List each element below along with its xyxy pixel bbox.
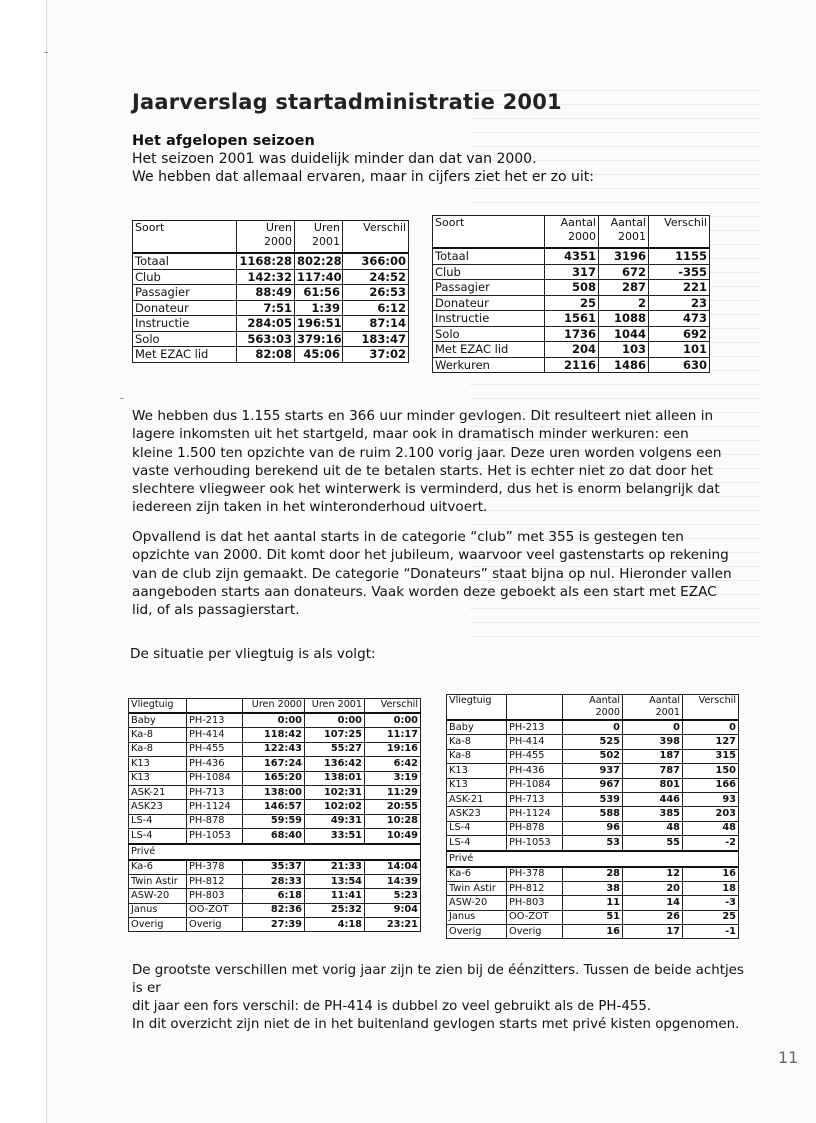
intro-text — [132, 150, 692, 186]
table-cell-value: 103 — [599, 342, 649, 358]
table-cell-value: 0:00 — [243, 713, 305, 728]
table-cell-label: OO-ZOT — [507, 910, 563, 924]
table-cell-label: Passagier — [133, 285, 237, 301]
table-row — [447, 836, 739, 851]
table-cell-value: 508 — [545, 280, 599, 296]
table-cell-value: 146:57 — [243, 800, 305, 814]
table-cell-label: Ka-8 — [447, 749, 507, 763]
table-cell-label: PH-1053 — [187, 829, 243, 844]
intro-line: Het seizoen 2001 was duidelijk minder dan dat van 2000. — [132, 151, 537, 167]
closing-text — [132, 962, 752, 1034]
table-cell-label: Twin Astir — [447, 881, 507, 895]
table-row — [433, 280, 710, 296]
table-cell-value: 801 — [623, 778, 683, 792]
page-number: 11 — [778, 1048, 799, 1067]
table-cell-value: 82:36 — [243, 903, 305, 917]
table-cell-label: LS-4 — [129, 814, 187, 828]
table-cell-label: Ka-6 — [447, 867, 507, 882]
table-row — [433, 357, 710, 373]
table-cell-value: 446 — [623, 792, 683, 806]
table-cell-label: K13 — [129, 757, 187, 771]
table-header-row — [133, 221, 409, 254]
table-cell-value: 21:33 — [305, 860, 365, 875]
table-cell-label: Janus — [447, 910, 507, 924]
table-cell-label: K13 — [129, 771, 187, 785]
table-cell-label: PH-378 — [187, 860, 243, 875]
table-cell-value: 6:12 — [343, 300, 409, 316]
table-cell-label: Werkuren — [433, 357, 545, 373]
table-row — [433, 264, 710, 280]
table-cell-value: 87:14 — [343, 316, 409, 332]
table-cell-value: 37:02 — [343, 347, 409, 363]
table-cell-label: PH-878 — [507, 821, 563, 835]
table-cell-label: Ka-6 — [129, 860, 187, 875]
table-cell-value: 167:24 — [243, 757, 305, 771]
table-cell-value: 93 — [683, 792, 739, 806]
table-cell-label: PH-213 — [507, 720, 563, 735]
table-cell-value: 45:06 — [295, 347, 343, 363]
column-header: Vliegtuig — [129, 699, 187, 714]
paragraph: We hebben dus 1.155 starts en 366 uur minder gevlogen. Dit resulteert niet alleen in lagere inkomsten uit het startgeld, maar ook in dramatisch minder werkuren: een kleine 1.500 ten opzichte van de ruim 2.100 vorig jaar. Deze uren worden volgens een vaste verhouding berekend uit de te betalen starts. Het is echter niet zo dat door het slechtere vliegweer ook het winterwerk is verminderd, dus het is enorm belangrijk dat iedereen zijn taken in het winteronderhoud uitvoert. — [132, 408, 722, 516]
table-cell-value: 102:02 — [305, 800, 365, 814]
paragraph: Opvallend is dat het aantal starts in de categorie “club” met 355 is gestegen ten opzichte van 2000. Dit komt door het jubileum, waarvoor veel gastenstarts op rekening van de club zijn gemaakt. De categorie “Donateurs” staat bijna op nul. Hieronder vallen aangeboden starts aan donateurs. Vaak worden deze geboekt als een start met EZAC lid, of als passagierstart. — [132, 529, 732, 619]
table-cell-value: 59:59 — [243, 814, 305, 828]
column-header: Verschil — [683, 695, 739, 721]
table-cell-value: 1088 — [599, 311, 649, 327]
table-cell-value: 96 — [563, 821, 623, 835]
column-header: Verschil — [365, 699, 421, 714]
table-cell-value: 525 — [563, 735, 623, 749]
table-cell-label: PH-213 — [187, 713, 243, 728]
table-row — [129, 918, 421, 932]
table-cell-label: PH-1053 — [507, 836, 563, 851]
table-cell-value: 25 — [683, 910, 739, 924]
table-cell-value: 7:51 — [237, 300, 295, 316]
table-vliegtuig-uren — [128, 698, 421, 932]
table-row — [133, 300, 409, 316]
table-row — [133, 285, 409, 301]
table-row — [447, 925, 739, 939]
table-cell-label: Baby — [447, 720, 507, 735]
table-cell-value: 14:39 — [365, 874, 421, 888]
table-cell-value: 221 — [649, 280, 710, 296]
column-header: Uren 2000 — [243, 699, 305, 714]
table-cell-label: PH-455 — [187, 742, 243, 756]
category-row — [129, 844, 421, 860]
table-cell-value: 25 — [545, 295, 599, 311]
table-row — [447, 807, 739, 821]
table-cell-value: 11 — [563, 896, 623, 910]
table-cell-label: PH-455 — [507, 749, 563, 763]
table-row — [447, 735, 739, 749]
table-row — [133, 269, 409, 285]
table-cell-value: 802:28 — [295, 253, 343, 269]
closing-line: dit jaar een fors verschil: de PH-414 is dubbel zo veel gebruikt als de PH-455. — [132, 999, 652, 1014]
table-cell-value: 26 — [623, 910, 683, 924]
table-cell-value: 23:21 — [365, 918, 421, 932]
column-header: Aantal 2001 — [599, 216, 649, 249]
table-cell-value: 12 — [623, 867, 683, 882]
table-cell-value: 937 — [563, 764, 623, 778]
table-row — [129, 771, 421, 785]
table-cell-value: 6:42 — [365, 757, 421, 771]
table-cell-value: 287 — [599, 280, 649, 296]
table-cell-label: Twin Astir — [129, 874, 187, 888]
table-cell-value: 55 — [623, 836, 683, 851]
table-cell-label: ASW-20 — [129, 889, 187, 903]
table-cell-label: Club — [433, 264, 545, 280]
table-cell-value: -355 — [649, 264, 710, 280]
table-row — [433, 295, 710, 311]
table-cell-value: 165:20 — [243, 771, 305, 785]
column-header: Aantal 2000 — [563, 695, 623, 721]
table-row — [447, 778, 739, 792]
table-cell-value: 117:40 — [295, 269, 343, 285]
table-cell-label: Met EZAC lid — [433, 342, 545, 358]
table-cell-value: 19:16 — [365, 742, 421, 756]
table-cell-value: 317 — [545, 264, 599, 280]
table-row — [129, 814, 421, 828]
column-header: Uren 2000 — [237, 221, 295, 254]
table-cell-value: 35:37 — [243, 860, 305, 875]
table-row — [129, 903, 421, 917]
table-cell-label: PH-414 — [507, 735, 563, 749]
table-row — [133, 253, 409, 269]
table-cell-value: 10:28 — [365, 814, 421, 828]
table-cell-label: Solo — [133, 331, 237, 347]
table-cell-value: 2116 — [545, 357, 599, 373]
table-cell-value: 1155 — [649, 248, 710, 264]
table-cell-label: ASK-21 — [447, 792, 507, 806]
table-cell-value: 38 — [563, 881, 623, 895]
closing-line: In dit overzicht zijn niet de in het buitenland gevlogen starts met privé kisten opgenomen. — [132, 1017, 740, 1032]
table-row — [447, 764, 739, 778]
table-cell-value: 11:41 — [305, 889, 365, 903]
table-cell-value: 53 — [563, 836, 623, 851]
table-row — [447, 749, 739, 763]
column-header: Vliegtuig — [447, 695, 507, 721]
column-header: Soort — [133, 221, 237, 254]
table-row — [133, 316, 409, 332]
table-row — [129, 860, 421, 875]
category-label: Privé — [447, 851, 739, 867]
table-cell-label: Overig — [187, 918, 243, 932]
table-cell-value: 18 — [683, 881, 739, 895]
table-cell-value: 24:52 — [343, 269, 409, 285]
table-row — [129, 713, 421, 728]
table-row — [447, 792, 739, 806]
table-cell-label: ASK23 — [447, 807, 507, 821]
table-cell-value: 1:39 — [295, 300, 343, 316]
table-row — [129, 829, 421, 844]
section-heading: Het afgelopen seizoen — [132, 133, 315, 149]
category-row — [447, 851, 739, 867]
table-cell-value: 3:19 — [365, 771, 421, 785]
table-cell-value: 27:39 — [243, 918, 305, 932]
closing-line: De grootste verschillen met vorig jaar zijn te zien bij de éénzitters. Tussen de beide achtjes is er — [132, 963, 744, 996]
table-cell-value: 539 — [563, 792, 623, 806]
table-cell-value: 20 — [623, 881, 683, 895]
table-cell-label: Donateur — [133, 300, 237, 316]
table-cell-label: K13 — [447, 764, 507, 778]
table-cell-label: Baby — [129, 713, 187, 728]
table-row — [447, 821, 739, 835]
table-row — [447, 881, 739, 895]
table-row — [433, 326, 710, 342]
table-aantal-per-soort — [432, 215, 710, 373]
table-row — [447, 867, 739, 882]
table-cell-value: 23 — [649, 295, 710, 311]
table-cell-value: 1044 — [599, 326, 649, 342]
table-cell-value: 10:49 — [365, 829, 421, 844]
column-header: Aantal 2001 — [623, 695, 683, 721]
table-cell-label: PH-436 — [507, 764, 563, 778]
table-row — [433, 311, 710, 327]
table-cell-value: 138:00 — [243, 785, 305, 799]
table-cell-value: 14:04 — [365, 860, 421, 875]
table-cell-label: LS-4 — [447, 821, 507, 835]
table-row — [433, 342, 710, 358]
table-cell-value: 48 — [623, 821, 683, 835]
table-cell-value: 16 — [563, 925, 623, 939]
table-header-row — [433, 216, 710, 249]
table-cell-label: Totaal — [133, 253, 237, 269]
table-cell-label: Instructie — [433, 311, 545, 327]
table-cell-value: 196:51 — [295, 316, 343, 332]
table-cell-value: 187 — [623, 749, 683, 763]
table-cell-value: 136:42 — [305, 757, 365, 771]
table-uren-per-soort — [132, 220, 409, 363]
table-cell-value: 11:17 — [365, 728, 421, 742]
table-cell-value: 49:31 — [305, 814, 365, 828]
table-cell-value: 588 — [563, 807, 623, 821]
column-header — [187, 699, 243, 714]
table-cell-value: 2 — [599, 295, 649, 311]
table-cell-label: PH-878 — [187, 814, 243, 828]
table-row — [129, 742, 421, 756]
table-cell-label: PH-713 — [507, 792, 563, 806]
category-label: Privé — [129, 844, 421, 860]
table-cell-label: PH-803 — [507, 896, 563, 910]
table-header-row — [447, 695, 739, 721]
table-cell-value: 630 — [649, 357, 710, 373]
table-cell-value: 25:32 — [305, 903, 365, 917]
column-header: Uren 2001 — [305, 699, 365, 714]
column-header: Verschil — [343, 221, 409, 254]
table-cell-value: 0 — [563, 720, 623, 735]
scan-speck — [120, 398, 124, 399]
table-cell-value: 138:01 — [305, 771, 365, 785]
table-cell-value: 379:16 — [295, 331, 343, 347]
table-cell-value: -2 — [683, 836, 739, 851]
table-cell-value: 0 — [623, 720, 683, 735]
table-cell-value: 315 — [683, 749, 739, 763]
table-cell-value: 14 — [623, 896, 683, 910]
table-cell-value: 5:23 — [365, 889, 421, 903]
table-cell-value: 284:05 — [237, 316, 295, 332]
table-cell-value: 9:04 — [365, 903, 421, 917]
table-cell-value: 3196 — [599, 248, 649, 264]
table-cell-value: 26:53 — [343, 285, 409, 301]
table-row — [129, 785, 421, 799]
table-cell-label: OO-ZOT — [187, 903, 243, 917]
column-header: Soort — [433, 216, 545, 249]
table-cell-value: 1561 — [545, 311, 599, 327]
column-header: Uren 2001 — [295, 221, 343, 254]
table-vliegtuig-aantal — [446, 694, 739, 939]
table-cell-value: 6:18 — [243, 889, 305, 903]
table-row — [447, 720, 739, 735]
table-cell-value: 398 — [623, 735, 683, 749]
table-cell-value: 1168:28 — [237, 253, 295, 269]
table-cell-label: PH-812 — [507, 881, 563, 895]
table-cell-value: 0 — [683, 720, 739, 735]
table-cell-value: 204 — [545, 342, 599, 358]
table-cell-value: 0:00 — [365, 713, 421, 728]
table-cell-value: 102:31 — [305, 785, 365, 799]
table-cell-value: 203 — [683, 807, 739, 821]
column-header: Verschil — [649, 216, 710, 249]
table-cell-value: 11:29 — [365, 785, 421, 799]
table-cell-value: -3 — [683, 896, 739, 910]
table-cell-value: 142:32 — [237, 269, 295, 285]
table-cell-value: 692 — [649, 326, 710, 342]
table-cell-label: ASK-21 — [129, 785, 187, 799]
table-cell-value: 107:25 — [305, 728, 365, 742]
table-cell-label: PH-1084 — [507, 778, 563, 792]
table-cell-value: 967 — [563, 778, 623, 792]
table-cell-value: 51 — [563, 910, 623, 924]
table-cell-label: Overig — [447, 925, 507, 939]
table-cell-label: Janus — [129, 903, 187, 917]
table-cell-value: 101 — [649, 342, 710, 358]
table-cell-value: 0:00 — [305, 713, 365, 728]
table-cell-label: PH-1084 — [187, 771, 243, 785]
table-cell-label: Instructie — [133, 316, 237, 332]
table-cell-label: PH-812 — [187, 874, 243, 888]
table-cell-value: 787 — [623, 764, 683, 778]
table-cell-label: Donateur — [433, 295, 545, 311]
table-row — [433, 248, 710, 264]
table-cell-label: PH-436 — [187, 757, 243, 771]
table-cell-value: 20:55 — [365, 800, 421, 814]
table-cell-label: Overig — [129, 918, 187, 932]
situatie-label: De situatie per vliegtuig is als volgt: — [130, 646, 376, 662]
table-cell-value: 28:33 — [243, 874, 305, 888]
table-cell-value: 563:03 — [237, 331, 295, 347]
table-cell-value: 68:40 — [243, 829, 305, 844]
intro-line: We hebben dat allemaal ervaren, maar in cijfers ziet het er zo uit: — [132, 169, 594, 185]
table-cell-label: Met EZAC lid — [133, 347, 237, 363]
table-cell-label: Club — [133, 269, 237, 285]
table-cell-value: 55:27 — [305, 742, 365, 756]
table-cell-value: 16 — [683, 867, 739, 882]
table-cell-label: LS-4 — [447, 836, 507, 851]
table-row — [129, 757, 421, 771]
table-row — [133, 331, 409, 347]
table-cell-value: 88:49 — [237, 285, 295, 301]
table-row — [129, 728, 421, 742]
table-cell-value: 28 — [563, 867, 623, 882]
table-cell-label: LS-4 — [129, 829, 187, 844]
table-cell-label: K13 — [447, 778, 507, 792]
table-cell-value: 122:43 — [243, 742, 305, 756]
table-cell-label: Ka-8 — [129, 728, 187, 742]
table-cell-value: 13:54 — [305, 874, 365, 888]
table-cell-value: 385 — [623, 807, 683, 821]
table-row — [129, 800, 421, 814]
table-cell-value: 1736 — [545, 326, 599, 342]
table-header-row — [129, 699, 421, 714]
table-cell-label: PH-713 — [187, 785, 243, 799]
table-cell-value: 17 — [623, 925, 683, 939]
table-cell-value: 183:47 — [343, 331, 409, 347]
table-cell-value: 118:42 — [243, 728, 305, 742]
table-cell-label: ASW-20 — [447, 896, 507, 910]
table-cell-value: 1486 — [599, 357, 649, 373]
table-cell-label: Overig — [507, 925, 563, 939]
table-cell-label: Solo — [433, 326, 545, 342]
table-cell-label: Totaal — [433, 248, 545, 264]
table-cell-label: Passagier — [433, 280, 545, 296]
table-cell-value: 4:18 — [305, 918, 365, 932]
table-row — [129, 889, 421, 903]
table-cell-label: Ka-8 — [447, 735, 507, 749]
table-cell-label: Ka-8 — [129, 742, 187, 756]
table-cell-value: 672 — [599, 264, 649, 280]
table-row — [447, 910, 739, 924]
table-cell-value: 61:56 — [295, 285, 343, 301]
table-cell-label: PH-414 — [187, 728, 243, 742]
table-cell-value: 150 — [683, 764, 739, 778]
table-cell-value: 502 — [563, 749, 623, 763]
table-cell-value: 127 — [683, 735, 739, 749]
table-cell-label: PH-378 — [507, 867, 563, 882]
table-cell-value: 166 — [683, 778, 739, 792]
table-row — [129, 874, 421, 888]
table-cell-label: PH-1124 — [507, 807, 563, 821]
table-cell-value: 48 — [683, 821, 739, 835]
column-header: Aantal 2000 — [545, 216, 599, 249]
table-cell-value: -1 — [683, 925, 739, 939]
scan-speck — [44, 52, 48, 53]
table-row — [447, 896, 739, 910]
table-cell-value: 82:08 — [237, 347, 295, 363]
table-cell-value: 33:51 — [305, 829, 365, 844]
table-cell-value: 4351 — [545, 248, 599, 264]
table-cell-label: PH-803 — [187, 889, 243, 903]
table-cell-value: 366:00 — [343, 253, 409, 269]
table-cell-label: PH-1124 — [187, 800, 243, 814]
table-row — [133, 347, 409, 363]
table-cell-label: ASK23 — [129, 800, 187, 814]
page-title: Jaarverslag startadministratie 2001 — [132, 90, 562, 114]
table-cell-value: 473 — [649, 311, 710, 327]
column-header — [507, 695, 563, 721]
